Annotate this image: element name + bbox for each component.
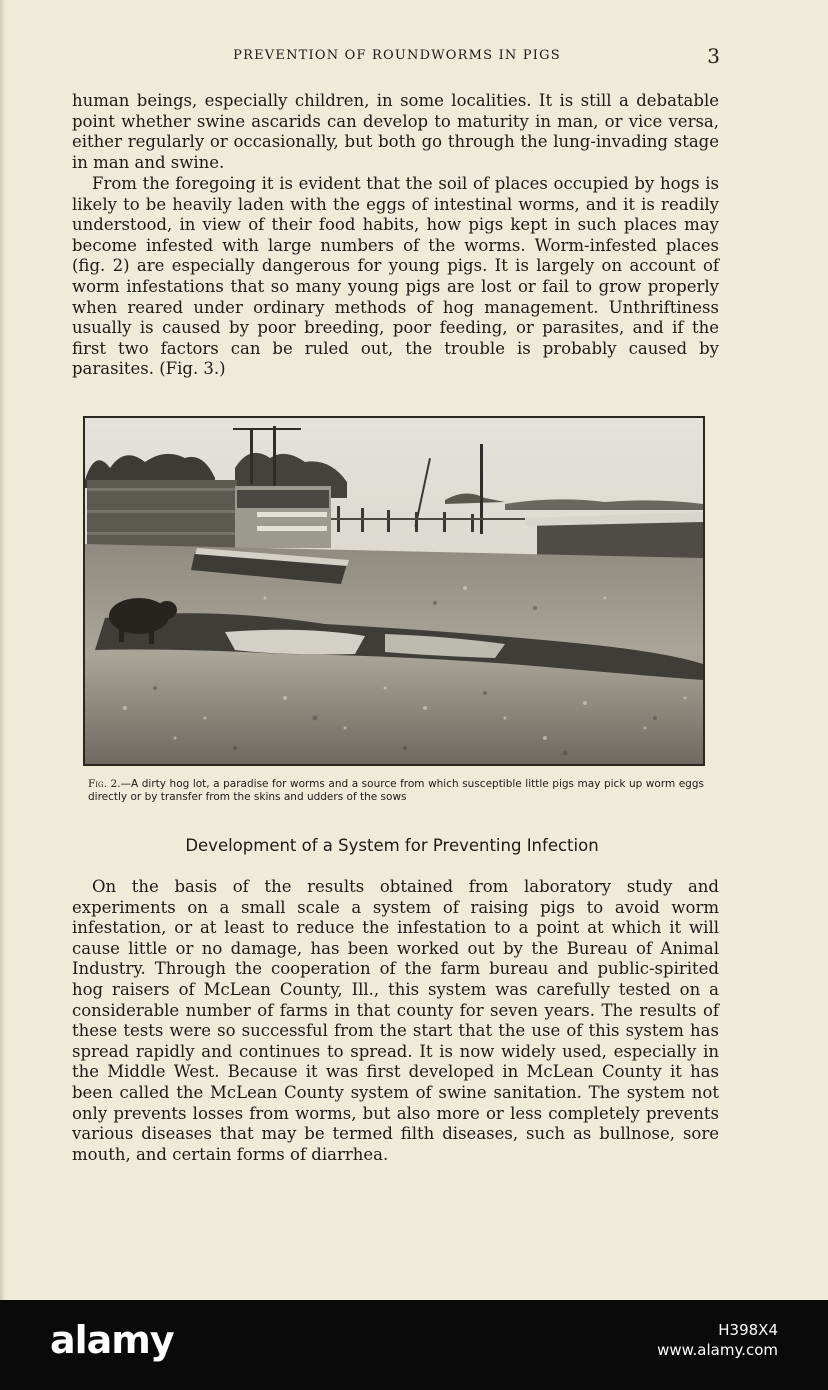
alamy-logo: alamy	[50, 1318, 174, 1362]
figure-caption	[88, 778, 704, 803]
page-spine-shadow	[0, 0, 6, 1300]
image-id: H398X4	[718, 1321, 778, 1339]
image-credit	[657, 1320, 778, 1360]
body-paragraph-2: From the foregoing it is evident that the soil of places occupied by hogs is likely to be heavily laden with the eggs of intestinal worms, and it is readily understood, in view of their food habits, how pigs kept in such places may become infested with large numbers of the worms. Worm-infested places (fig. 2) are especially dangerous for young pigs. It is largely on account of worm infestations that so many young pigs are lost or fail to grow properly when reared under ordinary methods of hog management. Unthriftiness usually is caused by poor breeding, poor feeding, or parasites, and if the first two factors can be ruled out, the trouble is probably caused by parasites. (Fig. 3.)	[72, 174, 719, 379]
stock-watermark-bar	[0, 1300, 828, 1390]
hog-lot-photograph	[83, 416, 705, 766]
photo-illustration	[85, 418, 703, 764]
running-title: PREVENTION OF ROUNDWORMS IN PIGS	[233, 48, 561, 63]
body-paragraph-1: human beings, especially children, in some localities. It is still a debatable point whether swine ascarids can develop to maturity in man, or vice versa, either regularly or occasionally, but both go through the lung-invading stage in man and swine.	[72, 91, 719, 172]
page-number: 3	[707, 44, 720, 68]
figure-caption-text: —A dirty hog lot, a paradise for worms and a source from which susceptible little pigs may pick up worm eggs directly or by transfer from the skins and udders of the sows	[88, 778, 704, 803]
figure-caption-label: Fig. 2.	[88, 778, 121, 790]
section-heading: Development of a System for Preventing Infection	[185, 836, 599, 855]
site-url: www.alamy.com	[657, 1341, 778, 1359]
body-paragraph-3: On the basis of the results obtained from laboratory study and experiments on a small scale a system of raising pigs to avoid worm infestation, or at least to reduce the infestation to a point at which it will cause little or no damage, has been worked out by the Bureau of Animal Industry. Through the cooperation of the farm bureau and public-spirited hog raisers of McLean County, Ill., this system was carefully tested on a considerable number of farms in that county for seven years. The results of these tests were so successful from the start that the use of this system has spread rapidly and continues to spread. It is now widely used, especially in the Middle West. Because it was first developed in McLean County it has been called the McLean County system of swine sanitation. The system not only prevents losses from worms, but also more or less completely prevents various diseases that may be termed filth diseases, such as bullnose, sore mouth, and certain forms of diarrhea.	[72, 877, 719, 1164]
